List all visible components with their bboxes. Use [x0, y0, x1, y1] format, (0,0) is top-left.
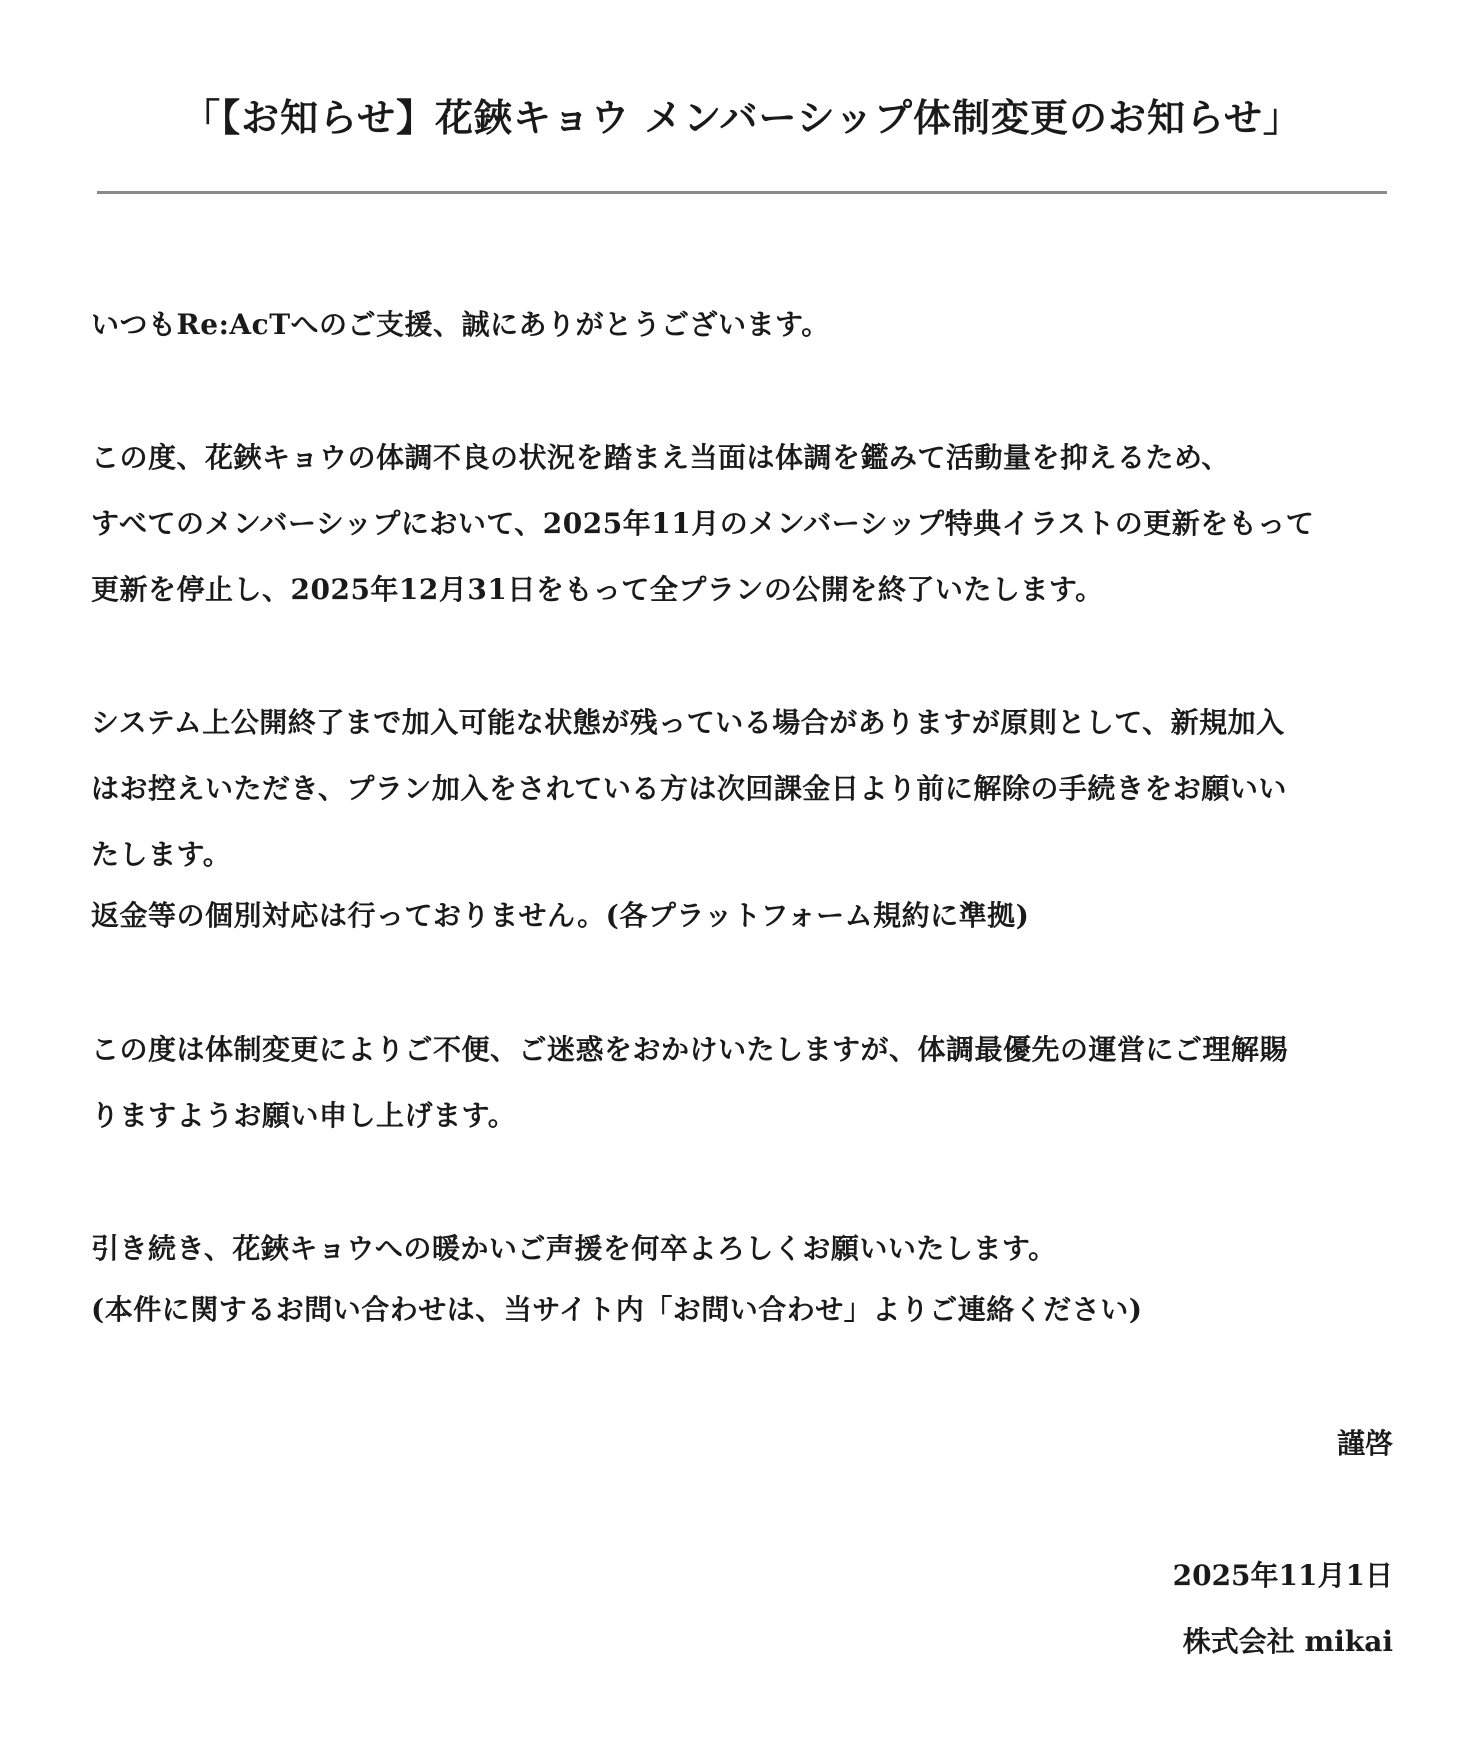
paragraph-2-line-3: たします。 [91, 838, 232, 871]
paragraph-2-line-2: はお控えいただき、プラン加入をされている方は次回課金日より前に解除の手続きをお願いい [91, 772, 1287, 805]
greeting-line: いつもRe:AcTへのご支援、誠にありがとうございます。 [91, 308, 830, 341]
paragraph-1-line-1: この度、花鋏キョウの体調不良の状況を踏まえ当面は体調を鑑みて活動量を抑えるため、 [91, 441, 1230, 474]
paragraph-3-line-1: この度は体制変更によりご不便、ご迷惑をおかけいたしますが、体調最優先の運営にご理解賜 [91, 1033, 1289, 1066]
page-title: 「【お知らせ】花鋏キョウ メンバーシップ体制変更のお知らせ」 [182, 95, 1302, 140]
title-divider [97, 191, 1387, 194]
paragraph-2-line-4: 返金等の個別対応は行っておりません。(各プラットフォーム規約に準拠) [91, 899, 1030, 932]
closing-text: 謹啓 [1336, 1427, 1393, 1460]
paragraph-3-line-2: りますようお願い申し上げます。 [91, 1099, 517, 1132]
paragraph-1-line-3: 更新を停止し、2025年12月31日をもって全プランの公開を終了いたします。 [91, 573, 1104, 606]
paragraph-4-line-1: 引き続き、花鋏キョウへの暖かいご声援を何卒よろしくお願いいたします。 [91, 1232, 1057, 1265]
paragraph-1-line-2: すべてのメンバーシップにおいて、2025年11月のメンバーシップ特典イラストの更新をもって [91, 507, 1315, 540]
notice-date: 2025年11月1日 [1172, 1559, 1393, 1592]
paragraph-2-line-1: システム上公開終了まで加入可能な状態が残っている場合がありますが原則として、新規加入 [91, 706, 1285, 739]
paragraph-4-line-2: (本件に関するお問い合わせは、当サイト内「お問い合わせ」よりご連絡ください) [91, 1293, 1143, 1326]
company-name: 株式会社 mikai [1182, 1625, 1393, 1658]
